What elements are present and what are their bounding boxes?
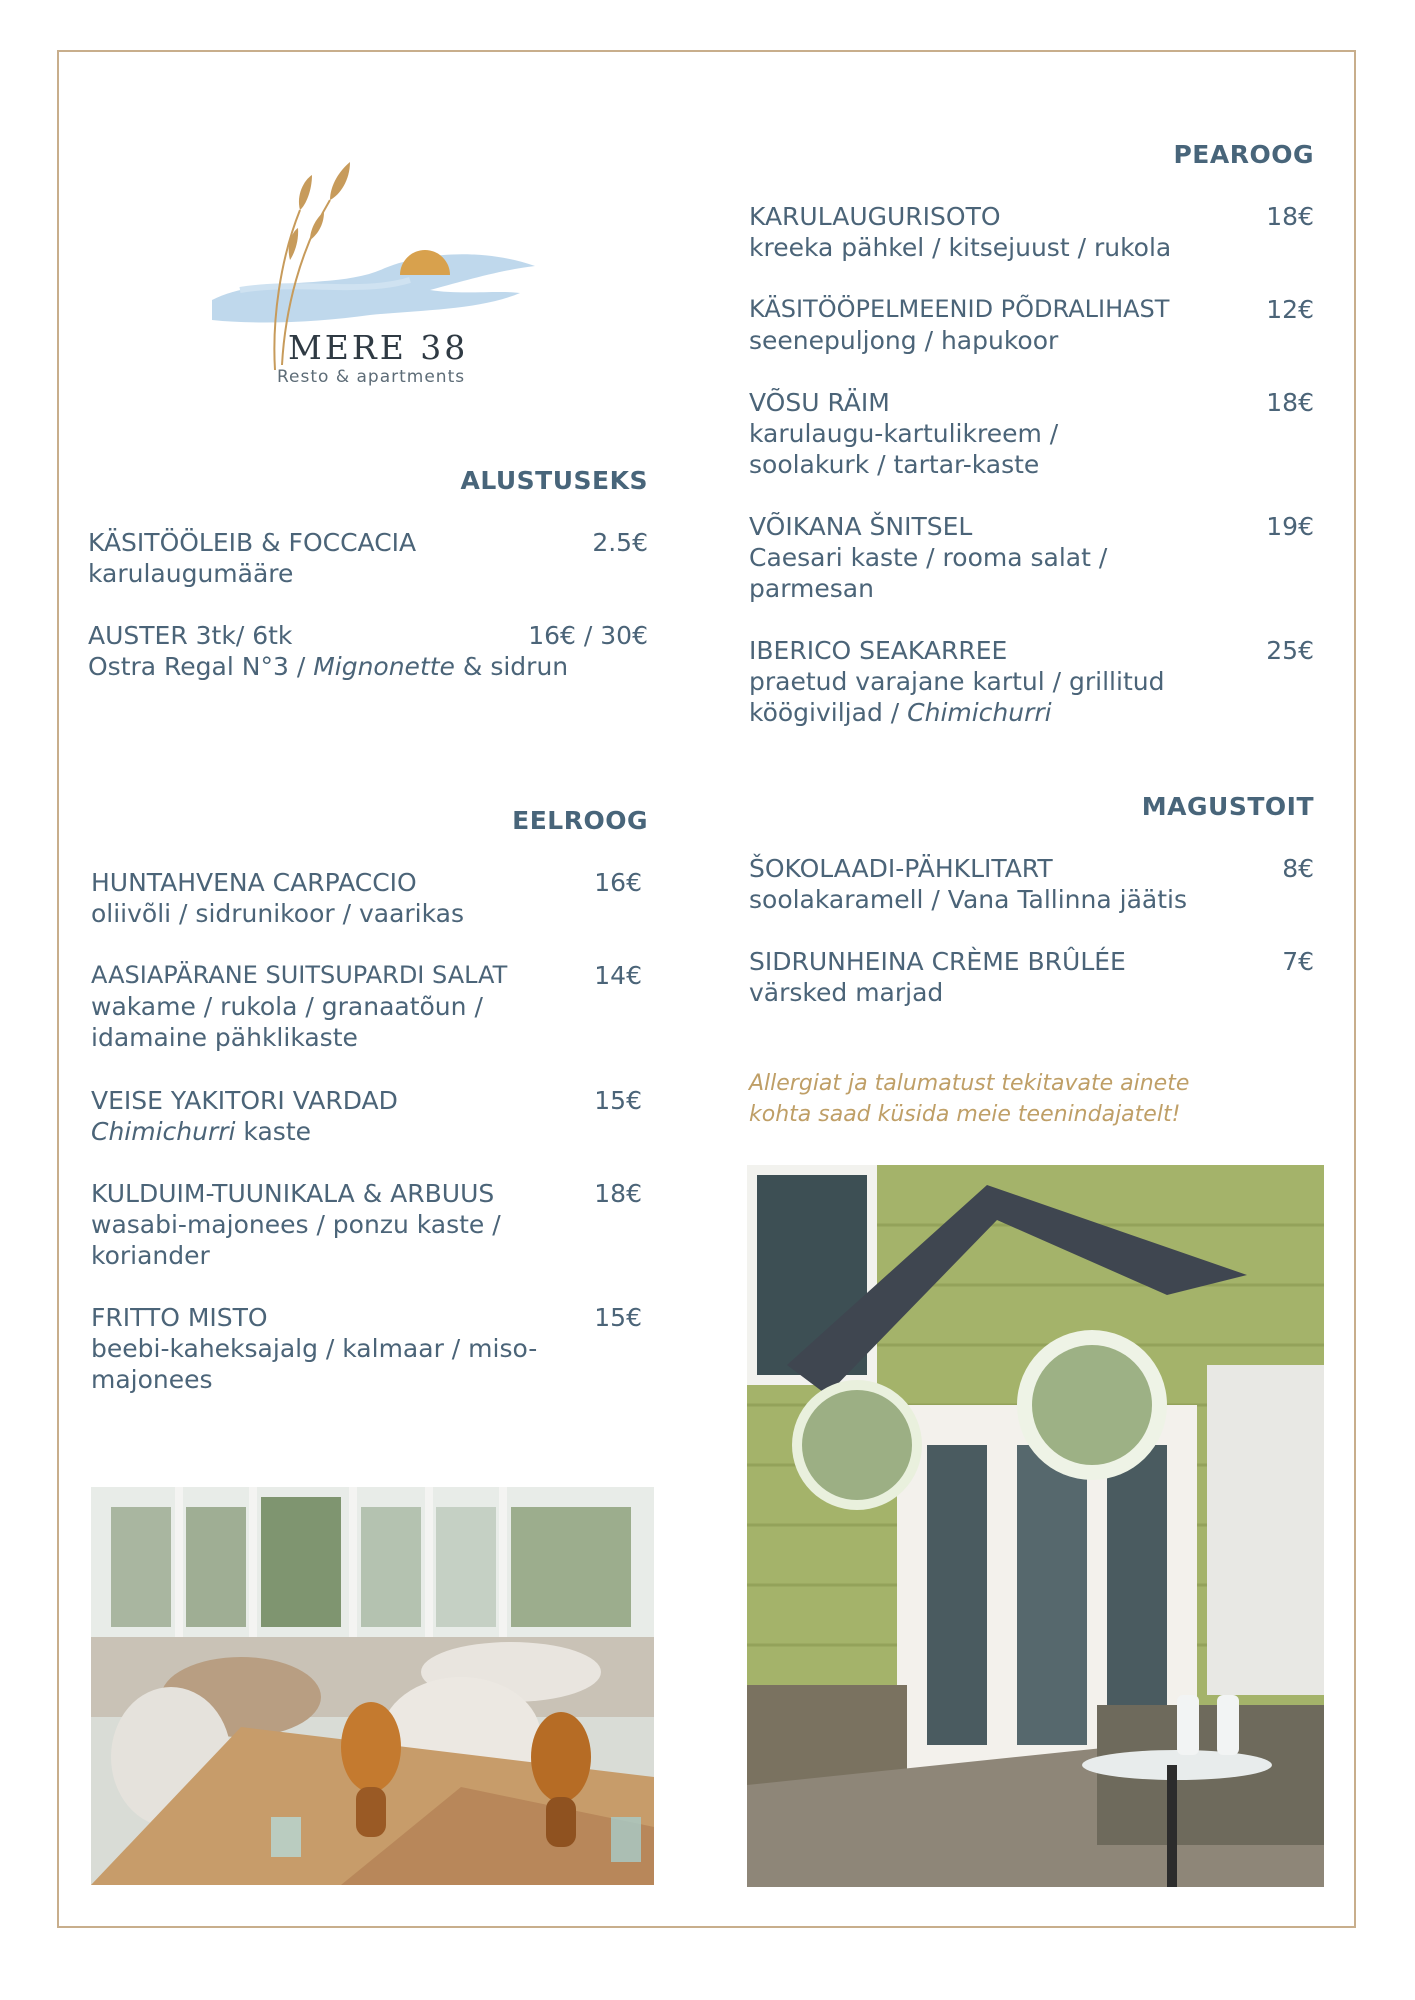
- item-desc: karulaugumääre: [88, 559, 294, 588]
- menu-item: [749, 635, 1314, 728]
- desserts-title: MAGUSTOIT: [1141, 792, 1314, 821]
- item-price: 18€: [594, 1179, 642, 1208]
- item-name: IBERICO SEAKARREE: [749, 636, 1008, 665]
- item-desc: soolakaramell / Vana Tallinna jäätis: [749, 885, 1187, 914]
- menu-item: [91, 1302, 642, 1395]
- item-price: 19€: [1266, 512, 1314, 541]
- item-price: 25€: [1266, 636, 1314, 665]
- interior-photo: [91, 1487, 654, 1885]
- item-name: VEISE YAKITORI VARDAD: [91, 1086, 398, 1115]
- menu-item: [749, 294, 1314, 356]
- menu-item: [749, 853, 1314, 915]
- item-name: KÄSITÖÖLEIB & FOCCACIA: [88, 528, 417, 557]
- item-price: 2.5€: [592, 528, 648, 557]
- item-desc: wasabi-majonees / ponzu kaste / koriander: [91, 1210, 501, 1270]
- menu-item: [749, 511, 1314, 604]
- item-price: 18€: [1266, 202, 1314, 231]
- item-desc: karulaugu-kartulikreem / soolakurk / tartar-kaste: [749, 419, 1059, 479]
- item-desc: wakame / rukola / granaatõun / idamaine pähklikaste: [91, 992, 483, 1052]
- item-price: 14€: [594, 961, 642, 990]
- menu-item: [749, 201, 1314, 263]
- item-desc: praetud varajane kartul / grillitud köögiviljad / Chimichurri: [749, 667, 1165, 727]
- item-name: AASIAPÄRANE SUITSUPARDI SALAT: [91, 961, 508, 989]
- item-price: 12€: [1266, 295, 1314, 324]
- item-desc: Caesari kaste / rooma salat / parmesan: [749, 543, 1108, 603]
- item-price: 16€ / 30€: [528, 621, 648, 650]
- item-price: 7€: [1282, 947, 1314, 976]
- item-desc: oliivõli / sidrunikoor / vaarikas: [91, 899, 464, 928]
- item-price: 16€: [594, 868, 642, 897]
- item-name: ŠOKOLAADI-PÄHKLITART: [749, 854, 1053, 883]
- appetizers-title: EELROOG: [512, 806, 648, 835]
- item-name: KARULAUGURISOTO: [749, 202, 1001, 231]
- menu-item: [91, 867, 642, 929]
- item-desc: Chimichurri kaste: [91, 1117, 311, 1146]
- item-name: HUNTAHVENA CARPACCIO: [91, 868, 417, 897]
- item-price: 15€: [594, 1303, 642, 1332]
- logo-name: MERE 38: [288, 328, 469, 367]
- item-desc: kreeka pähkel / kitsejuust / rukola: [749, 233, 1172, 262]
- menu-item: [91, 1178, 642, 1271]
- item-name: VÕIKANA ŠNITSEL: [749, 512, 973, 541]
- item-name: SIDRUNHEINA CRÈME BRÛLÉE: [749, 947, 1126, 976]
- menu-item: [88, 620, 648, 682]
- menu-item: [91, 960, 642, 1053]
- item-price: 15€: [594, 1086, 642, 1115]
- item-desc: värsked marjad: [749, 978, 944, 1007]
- item-name: VÕSU RÄIM: [749, 388, 890, 417]
- item-name: KULDUIM-TUUNIKALA & ARBUUS: [91, 1179, 495, 1208]
- item-price: 18€: [1266, 388, 1314, 417]
- entrance-photo: [747, 1165, 1324, 1887]
- item-desc: beebi-kaheksajalg / kalmaar / miso-majonees: [91, 1334, 538, 1394]
- item-price: 8€: [1282, 854, 1314, 883]
- item-name: FRITTO MISTO: [91, 1303, 268, 1332]
- menu-item: [91, 1085, 642, 1147]
- menu-item: [749, 387, 1314, 480]
- starters-title: ALUSTUSEKS: [460, 466, 648, 495]
- allergy-note: Allergiat ja talumatust tekitavate ainete kohta saad küsida meie teenindajatelt!: [749, 1071, 1190, 1127]
- menu-item: [749, 946, 1314, 1008]
- item-name: AUSTER 3tk/ 6tk: [88, 621, 293, 650]
- item-name: KÄSITÖÖPELMEENID PÕDRALIHAST: [749, 295, 1170, 323]
- item-desc: seenepuljong / hapukoor: [749, 326, 1059, 355]
- item-desc: Ostra Regal N°3 / Mignonette & sidrun: [88, 652, 569, 681]
- menu-item: [88, 527, 648, 589]
- mains-title: PEAROOG: [1173, 140, 1314, 169]
- logo-tagline: Resto & apartments: [277, 367, 466, 387]
